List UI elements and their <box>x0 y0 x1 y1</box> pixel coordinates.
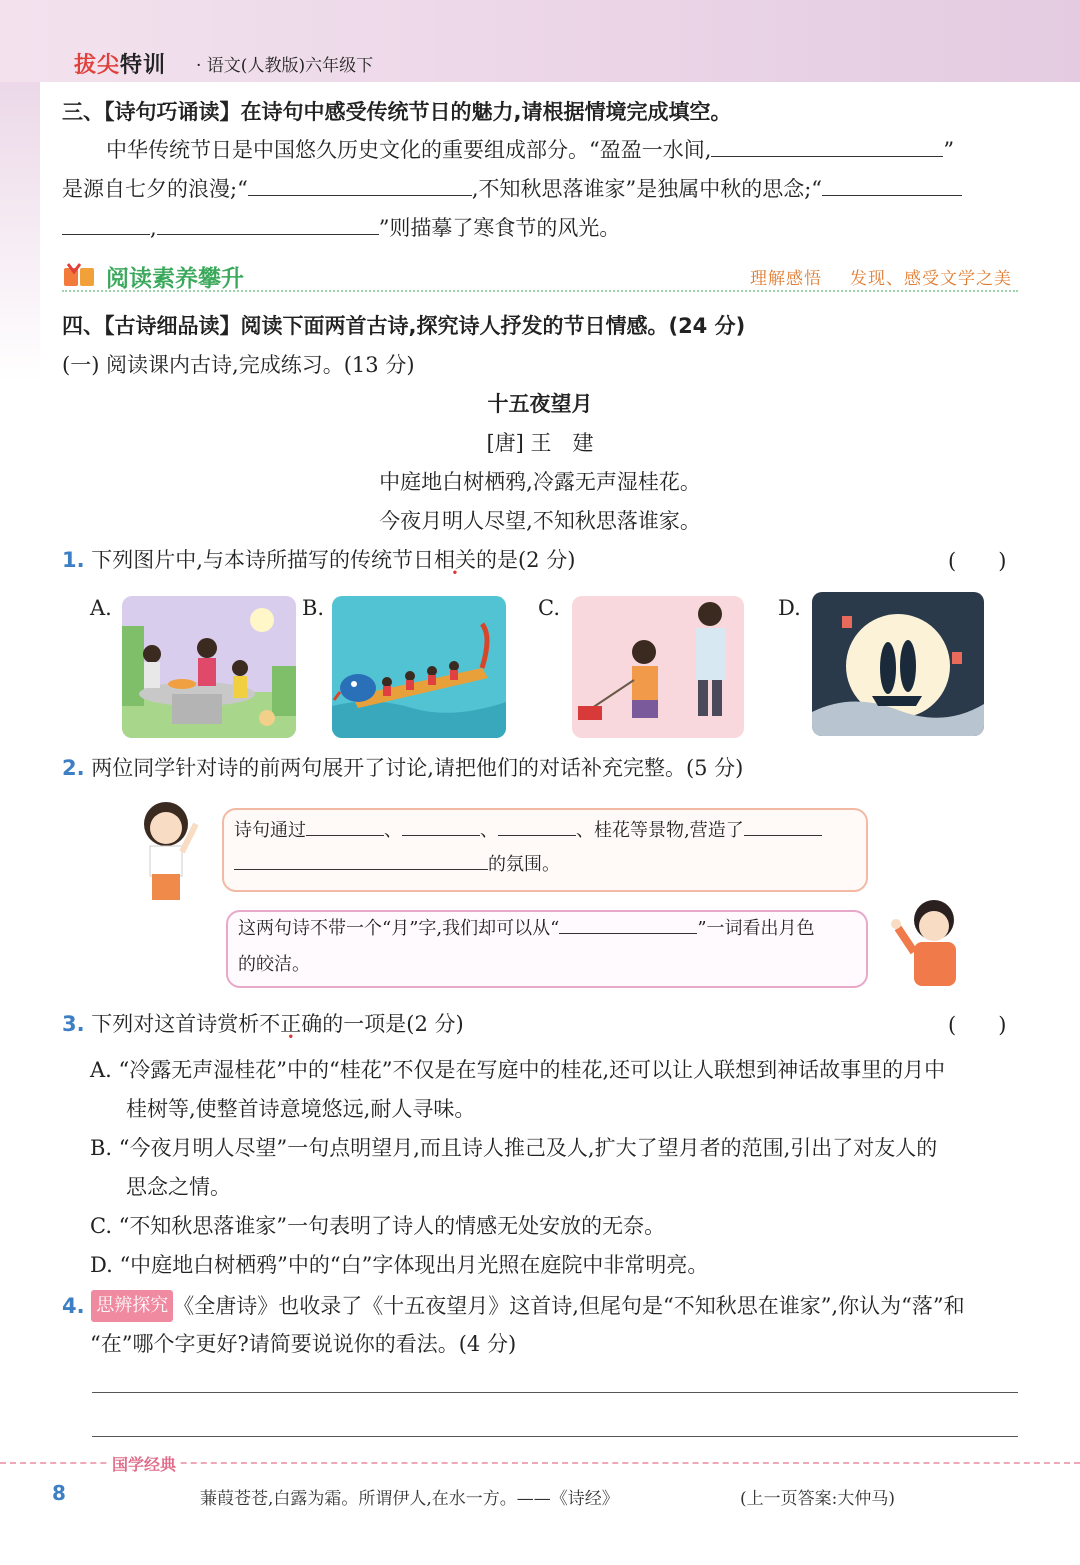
poem-author: [唐] 王 建 <box>486 431 594 455</box>
q4-answer-line-1[interactable] <box>92 1392 1018 1393</box>
q1-option-a-label: A. <box>90 596 112 620</box>
section3-para-line1: 中华传统节日是中国悠久历史文化的重要组成部分。“盈盈一水间, ” <box>106 138 955 162</box>
girl-speech-line1: 诗句通过 、 、 、桂花等景物,营造了 <box>234 818 822 844</box>
q2-blank-4[interactable] <box>744 818 822 836</box>
q3-text: 3. 下列对这首诗赏析不正确的一项是(2 分) <box>62 1012 464 1036</box>
page-number: 8 <box>52 1481 66 1505</box>
section3-para-line3: , ”则描摹了寒食节的风光。 <box>62 213 620 243</box>
reading-section-title: 阅读素养攀升 <box>106 266 244 292</box>
boy-speech-line1: 这两句诗不带一个“月”字,我们却可以从“ ”一词看出月色 <box>238 918 815 939</box>
section3-para-line2: 是源自七夕的浪漫;“ ,不知秋思落谁家”是独属中秋的思念;“ <box>62 174 962 204</box>
q4-tag: 思辨探究 <box>91 1290 173 1322</box>
q3-option-c[interactable]: C. “不知秋思落谁家”一句表明了诗人的情感无处安放的无奈。 <box>90 1214 666 1238</box>
blank-5[interactable] <box>157 215 379 235</box>
book-icon <box>62 262 98 290</box>
q1-option-d-label: D. <box>778 596 801 620</box>
blank-4[interactable] <box>62 215 150 235</box>
poem-title: 十五夜望月 <box>487 392 593 416</box>
q2-blank-5[interactable] <box>234 852 488 870</box>
side-band <box>0 82 40 382</box>
footer-tag: 国学经典 <box>108 1452 180 1475</box>
section3-title: 三、【诗句巧诵读】在诗句中感受传统节日的魅力,请根据情境完成填空。 <box>62 100 732 124</box>
section4-sub1: (一) 阅读课内古诗,完成练习。(13 分) <box>62 353 415 377</box>
girl-avatar <box>130 794 206 900</box>
q1-option-b-image[interactable] <box>332 596 506 738</box>
q3-option-a-line1[interactable]: A. “冷露无声湿桂花”中的“桂花”不仅是在写庭中的桂花,还可以让人联想到神话故事里的月中 <box>90 1058 946 1082</box>
brand-logo: 拔尖特训 <box>74 53 167 78</box>
q1-text: 1. 下列图片中,与本诗所描写的传统节日相关的是(2 分) <box>62 548 576 572</box>
q1-option-b-label: B. <box>302 596 325 620</box>
reading-section-tag-a: 理解感悟 <box>750 269 822 289</box>
poem-line1: 中庭地白树栖鸦,冷露无声湿桂花。 <box>379 470 701 494</box>
q1-option-c-label: C. <box>538 596 560 620</box>
q2-blank-3[interactable] <box>498 818 576 836</box>
q1-option-a-image[interactable] <box>122 596 296 738</box>
boy-avatar <box>884 892 976 994</box>
q2-blank-1[interactable] <box>306 818 384 836</box>
q3-option-b-line1[interactable]: B. “今夜月明人尽望”一句点明望月,而且诗人推己及人,扩大了望月者的范围,引出了对友人的 <box>90 1136 938 1160</box>
blank-3[interactable] <box>822 176 962 196</box>
q2-blank-2[interactable] <box>402 818 480 836</box>
section-divider <box>62 290 1018 292</box>
boy-speech-line2: 的皎洁。 <box>238 954 310 975</box>
q3-answer-paren[interactable]: ( ) <box>948 1013 1007 1037</box>
header-subtitle: · 语文(人教版)六年级下 <box>196 56 374 76</box>
q1-option-d-image[interactable] <box>812 592 984 736</box>
q1-answer-paren[interactable]: ( ) <box>948 549 1007 573</box>
q1-option-c-image[interactable] <box>572 596 744 738</box>
q4-text-line2: “在”哪个字更好?请简要说说你的看法。(4 分) <box>90 1332 517 1356</box>
poem-line2: 今夜月明人尽望,不知秋思落谁家。 <box>379 509 701 533</box>
section4-title: 四、【古诗细品读】阅读下面两首古诗,探究诗人抒发的节日情感。(24 分) <box>62 314 746 338</box>
blank-2[interactable] <box>248 176 472 196</box>
q2-blank-6[interactable] <box>559 916 697 934</box>
reading-section-tag-b: 发现、感受文学之美 <box>850 269 1012 289</box>
q3-option-a-line2: 桂树等,使整首诗意境悠远,耐人寻味。 <box>126 1097 476 1121</box>
girl-speech-line2: 的氛围。 <box>234 852 560 878</box>
footer-quote: 蒹葭苍苍,白露为霜。所谓伊人,在水一方。——《诗经》 <box>200 1489 619 1509</box>
q4-text-line1: 4. 思辨探究 《全唐诗》也收录了《十五夜望月》这首诗,但尾句是“不知秋思在谁家”,你认为“落”和 <box>62 1290 965 1322</box>
q4-answer-line-2[interactable] <box>92 1436 1018 1437</box>
q3-option-d[interactable]: D. “中庭地白树栖鸦”中的“白”字体现出月光照在庭院中非常明亮。 <box>90 1253 709 1277</box>
q2-text: 2. 两位同学针对诗的前两句展开了讨论,请把他们的对话补充完整。(5 分) <box>62 756 744 780</box>
footer-answer: (上一页答案:大仲马) <box>740 1489 895 1509</box>
blank-1[interactable] <box>711 137 943 157</box>
q3-option-b-line2: 思念之情。 <box>126 1175 231 1199</box>
